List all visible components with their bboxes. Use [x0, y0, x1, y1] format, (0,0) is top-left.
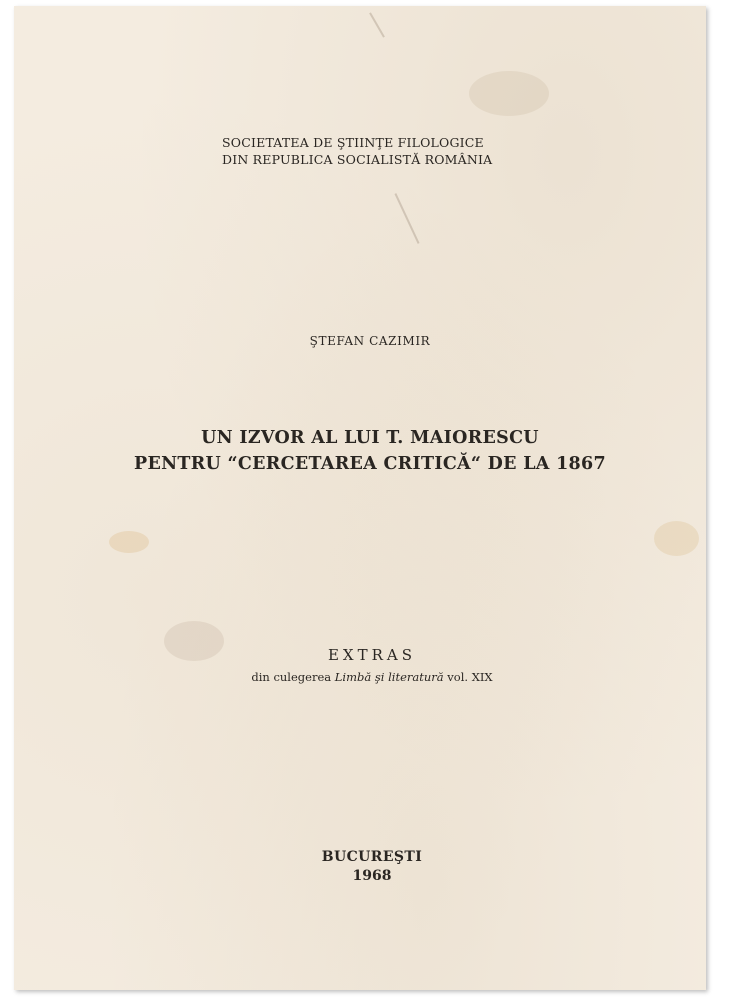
source-suffix: vol. XIX	[447, 670, 493, 684]
society-name-line-2: DIN REPUBLICA SOCIALISTĂ ROMÂNIA	[222, 152, 493, 167]
source-line	[14, 670, 718, 684]
document-page	[14, 6, 706, 990]
society-name-line-1: SOCIETATEA DE ŞTIINŢE FILOLOGICE	[222, 135, 484, 150]
paper-crease	[369, 12, 385, 37]
publication-city: BUCUREŞTI	[321, 849, 423, 865]
extras-heading: EXTRAS	[327, 646, 417, 664]
source-prefix: din culegerea	[251, 670, 332, 684]
paper-stain	[654, 521, 699, 556]
paper-stain	[109, 531, 149, 553]
paper-stain	[469, 71, 549, 116]
title-line-1: UN IZVOR AL LUI T. MAIORESCU	[201, 428, 539, 448]
source-title: Limbă şi literatură	[334, 670, 444, 684]
publication-year: 1968	[352, 868, 392, 884]
title-line-2: PENTRU “CERCETAREA CRITICĂ“ DE LA 1867	[134, 454, 606, 474]
paper-crease	[394, 193, 419, 244]
author-name: ŞTEFAN CAZIMIR	[309, 334, 431, 348]
